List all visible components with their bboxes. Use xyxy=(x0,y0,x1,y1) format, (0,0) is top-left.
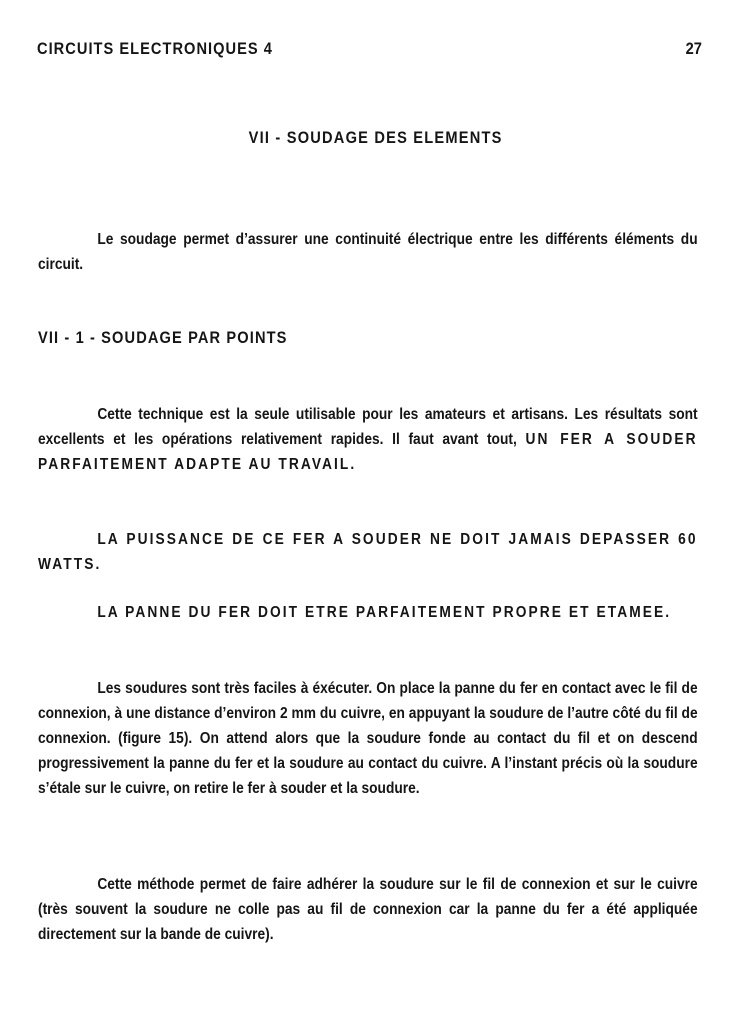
section-title-text: VII - SOUDAGE DES ELEMENTS xyxy=(249,128,503,147)
paragraph-method xyxy=(38,872,698,947)
paragraph-emphasis: UN FER A SOUDER PARFAITEMENT ADAPTE AU TRAVAIL. xyxy=(38,431,698,473)
intro-paragraph xyxy=(38,227,698,277)
paragraph-emphasis: LA PUISSANCE DE CE FER A SOUDER NE DOIT JAMAIS DEPASSER 60 WATTS. xyxy=(38,531,698,573)
running-title: CIRCUITS ELECTRONIQUES 4 xyxy=(37,39,273,58)
paragraph-text: Cette méthode permet de faire adhérer la soudure sur le fil de connexion et sur le cuivre (très souvent la soudure ne colle pas au fil de connexion car la panne du fer a été appliquée directement sur la bande de cuivre). xyxy=(38,876,698,943)
section-title xyxy=(0,128,752,148)
paragraph-technique xyxy=(38,402,698,477)
paragraph-text: Les soudures sont très faciles à éxécuter. On place la panne du fer en contact avec le fil de connexion, à une distance d’environ 2 mm du cuivre, en appuyant la soudure de l’autre côté du fil de connexion. (figure 15). On attend alors que la soudure fonde au contact du fil et on descend progressivement la panne du fer et la soudure au contact du cuivre. A l’instant précis où la soudure s’étale sur le cuivre, on retire le fer à souder et la soudure. xyxy=(38,680,698,797)
subsection-title: VII - 1 - SOUDAGE PAR POINTS xyxy=(38,328,288,347)
paragraph-emphasis: LA PANNE DU FER DOIT ETRE PARFAITEMENT PROPRE ET ETAMEE. xyxy=(97,604,672,621)
page-number: 27 xyxy=(685,39,702,58)
paragraph-text: Cette technique est la seule utilisable pour les amateurs et artisans. Les résultats sont excellents et les opérations relativement rapides. Il faut avant tout, xyxy=(38,406,698,448)
paragraph-procedure xyxy=(38,676,698,801)
paragraph-tip xyxy=(38,600,698,625)
paragraph-power xyxy=(38,527,698,577)
intro-text: Le soudage permet d’assurer une continuité électrique entre les différents éléments du circuit. xyxy=(38,231,698,273)
